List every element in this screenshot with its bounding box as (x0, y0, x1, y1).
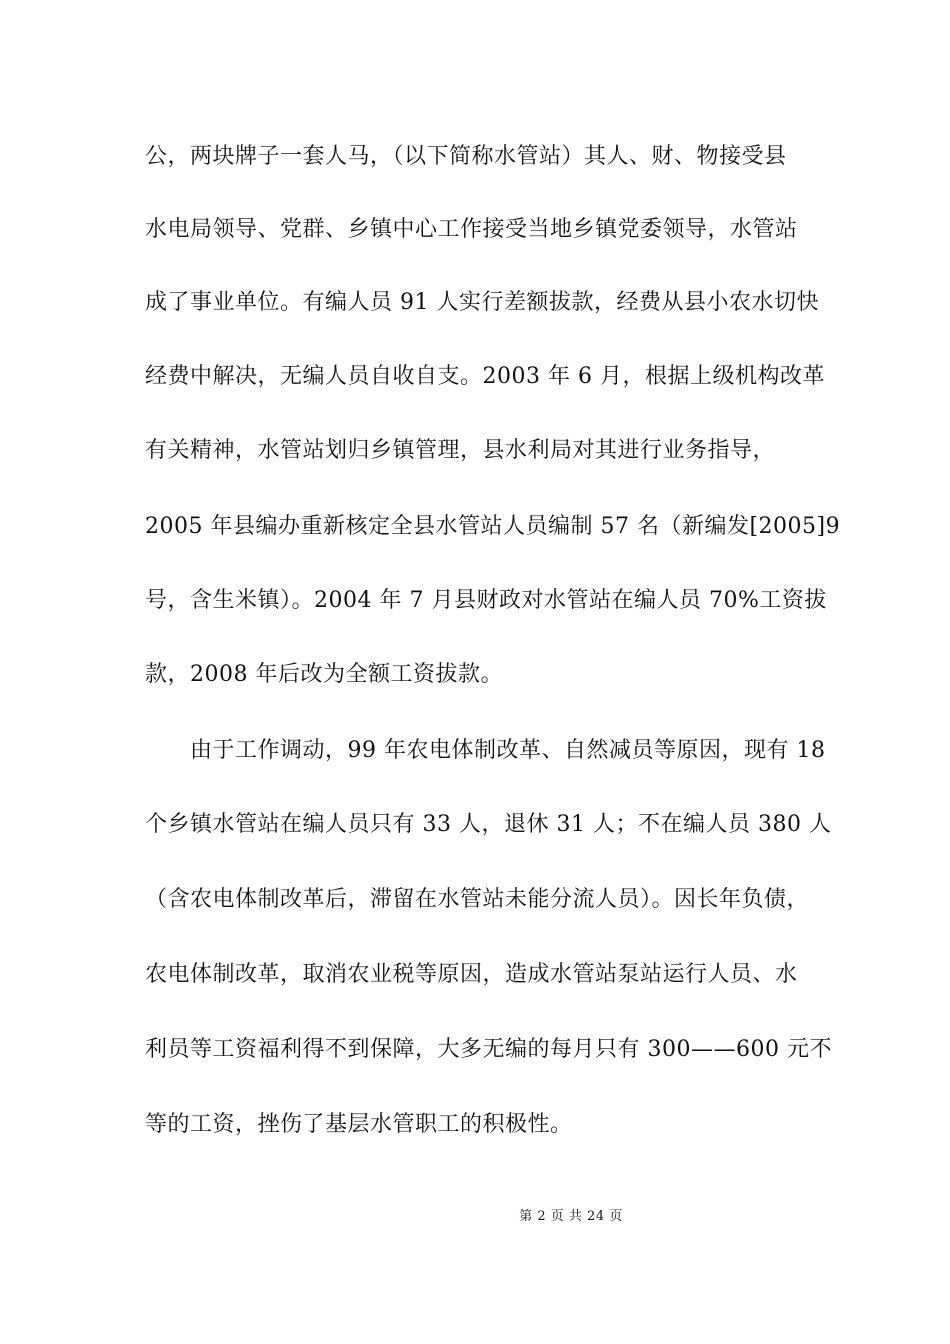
body-line-13: 利员等工资福利得不到保障，大多无编的每月只有 300——600 元不 (145, 1037, 832, 1062)
body-line-9: 由于工作调动，99 年农电体制改革、自然减员等原因，现有 18 (190, 738, 826, 763)
body-line-11: （含农电体制改革后，滞留在水管站未能分流人员）。因长年负债， (145, 887, 810, 912)
body-line-7: 号，含生米镇）。2004 年 7 月县财政对水管站在编人员 70%工资拔 (145, 588, 827, 613)
body-line-10: 个乡镇水管站在编人员只有 33 人，退休 31 人；不在编人员 380 人 (145, 812, 832, 837)
body-line-4: 经费中解决，无编人员自收自支。2003 年 6 月，根据上级机构改革 (145, 364, 825, 389)
body-line-1: 公，两块牌子一套人马，（以下简称水管站）其人、财、物接受县 (145, 144, 787, 169)
body-line-12: 农电体制改革，取消农业税等原因，造成水管站泵站运行人员、水 (145, 962, 798, 987)
body-line-3: 成了事业单位。有编人员 91 人实行差额拔款，经费从县小农水切快 (145, 290, 819, 315)
body-line-2: 水电局领导、党群、乡镇中心工作接受当地乡镇党委领导，水管站 (145, 217, 798, 242)
body-line-5: 有关精神，水管站划归乡镇管理，县水利局对其进行业务指导， (145, 438, 776, 463)
body-line-8: 款，2008 年后改为全额工资拔款。 (145, 662, 503, 687)
page-footer: 第 2 页 共 24 页 (519, 1209, 623, 1224)
body-line-6: 2005 年县编办重新核定全县水管站人员编制 57 名（新编发[2005]9 (145, 514, 841, 539)
body-line-14: 等的工资，挫伤了基层水管职工的积极性。 (145, 1112, 573, 1137)
